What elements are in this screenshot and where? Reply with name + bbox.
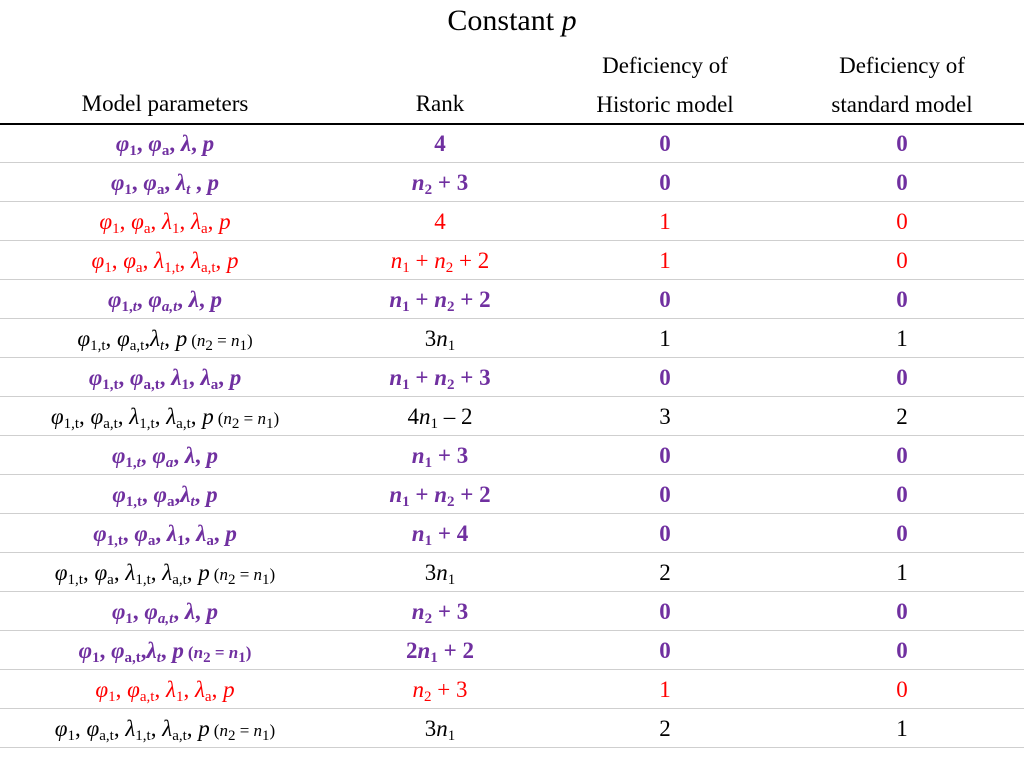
cell-historic-deficiency: 1 — [659, 326, 671, 351]
cell-rank: 4 — [434, 131, 446, 156]
cell-standard-deficiency: 1 — [896, 560, 908, 585]
cell-standard-deficiency: 0 — [896, 638, 908, 663]
header-historic-line2: Historic model — [596, 92, 734, 117]
cell-rank: $n_2 + 3$ — [411, 599, 469, 627]
cell-model-parameters: $\varphi_{1,t}$, $\varphi_{a,t}$, λ, p — [108, 287, 222, 315]
header-rank: Rank — [415, 91, 465, 116]
cell-rank: $2n_1 + 2$ — [406, 638, 474, 666]
cell-standard-deficiency: 2 — [896, 404, 908, 429]
cell-model-parameters: $\varphi_{1,t}$, $\varphi_{a,t}$, $\lambda_1$, $\lambda_a$, p — [88, 365, 242, 393]
cell-historic-deficiency: 2 — [659, 716, 671, 741]
cell-rank: $n_2 + 3$ — [411, 170, 469, 198]
table-row — [0, 514, 1024, 553]
cell-model-parameters: $\varphi_1$, $\varphi_{a,t},\lambda_t$, p $(n_2 = n_1)$ — [78, 638, 252, 666]
cell-model-parameters: $\varphi_{1,t}$, $\varphi_{a,t}$, $\lambda_{1,t}$, $\lambda_{a,t}$, p $(n_2 = n_1)$ — [50, 404, 280, 432]
cell-historic-deficiency: 0 — [659, 287, 671, 312]
cell-standard-deficiency: 0 — [896, 482, 908, 507]
cell-historic-deficiency: 0 — [659, 482, 671, 507]
cell-historic-deficiency: 0 — [659, 521, 671, 546]
cell-standard-deficiency: 0 — [896, 248, 908, 273]
cell-model-parameters: $\varphi_{1,t}$, $\varphi_a$, λ, p — [111, 443, 219, 471]
cell-model-parameters: $\varphi_1$, $\varphi_{a,t}$, λ, p — [111, 599, 219, 627]
table-row — [0, 124, 1024, 163]
cell-standard-deficiency: 0 — [896, 599, 908, 624]
title-variable: p — [561, 4, 577, 37]
cell-rank: $n_1 + n_2 + 2$ — [390, 248, 490, 276]
cell-rank: $3n_1$ — [424, 326, 456, 354]
cell-model-parameters: $\varphi_1$, $\varphi_a$, λ, p — [115, 131, 215, 159]
cell-rank: $n_2 + 3$ — [412, 677, 468, 705]
cell-standard-deficiency: 0 — [896, 131, 908, 156]
cell-historic-deficiency: 0 — [659, 131, 671, 156]
cell-historic-deficiency: 1 — [659, 209, 671, 234]
table-row — [0, 436, 1024, 475]
cell-historic-deficiency: 0 — [659, 599, 671, 624]
cell-historic-deficiency: 0 — [659, 170, 671, 195]
cell-historic-deficiency: 0 — [659, 443, 671, 468]
table-row — [0, 475, 1024, 514]
table-body — [0, 124, 1024, 748]
page-title — [0, 4, 1024, 38]
cell-standard-deficiency: 0 — [896, 365, 908, 390]
cell-standard-deficiency: 0 — [896, 287, 908, 312]
cell-historic-deficiency: 1 — [659, 248, 671, 273]
table-row — [0, 397, 1024, 436]
cell-model-parameters: $\varphi_1$, $\varphi_a$, $\lambda_t$ , p — [110, 170, 220, 198]
table-row — [0, 202, 1024, 241]
cell-standard-deficiency: 1 — [896, 326, 908, 351]
cell-model-parameters: $\varphi_1$, $\varphi_a$, $\lambda_1$, $\lambda_a$, p — [99, 209, 231, 237]
cell-rank: $4n_1 - 2$ — [407, 404, 473, 432]
cell-standard-deficiency: 0 — [896, 443, 908, 468]
table-row — [0, 592, 1024, 631]
cell-rank: $n_1 + n_2 + 2$ — [389, 287, 491, 315]
header-historic — [550, 46, 780, 124]
table-row — [0, 670, 1024, 709]
table-row — [0, 358, 1024, 397]
cell-model-parameters: $\varphi_{1,t}$, $\varphi_a$, $\lambda_1$, $\lambda_a$, p — [93, 521, 237, 549]
cell-historic-deficiency: 0 — [659, 365, 671, 390]
header-standard-line2: standard model — [831, 92, 973, 117]
cell-rank: $n_1 + n_2 + 3$ — [389, 365, 491, 393]
header-standard-line1: Deficiency of — [839, 53, 965, 78]
cell-model-parameters: $\varphi_{1,t}$, $\varphi_a$, $\lambda_{1,t}$, $\lambda_{a,t}$, p $(n_2 = n_1)$ — [54, 560, 276, 588]
cell-rank: $n_1 + n_2 + 2$ — [389, 482, 491, 510]
cell-historic-deficiency: 3 — [659, 404, 671, 429]
cell-model-parameters: $\varphi_1$, $\varphi_a$, $\lambda_{1,t}$, $\lambda_{a,t}$, p — [91, 248, 239, 276]
cell-historic-deficiency: 2 — [659, 560, 671, 585]
table-row — [0, 280, 1024, 319]
cell-standard-deficiency: 0 — [896, 170, 908, 195]
cell-rank: $3n_1$ — [424, 560, 456, 588]
table-row — [0, 319, 1024, 358]
table-row — [0, 241, 1024, 280]
cell-rank: 4 — [434, 209, 446, 234]
table-row — [0, 553, 1024, 592]
header-standard — [780, 46, 1024, 124]
cell-rank: $n_1 + 3$ — [411, 443, 469, 471]
cell-historic-deficiency: 1 — [659, 677, 671, 702]
cell-rank: $n_1 + 4$ — [411, 521, 469, 549]
cell-standard-deficiency: 0 — [896, 521, 908, 546]
cell-standard-deficiency: 1 — [896, 716, 908, 741]
table-row — [0, 709, 1024, 748]
cell-model-parameters: $\varphi_1$, $\varphi_{a,t}$, $\lambda_{1,t}$, $\lambda_{a,t}$, p $(n_2 = n_1)$ — [54, 716, 276, 744]
cell-standard-deficiency: 0 — [896, 209, 908, 234]
cell-model-parameters: $\varphi_{1,t}$, $\varphi_{a,t},\lambda_t$, p $(n_2 = n_1)$ — [77, 326, 253, 354]
cell-standard-deficiency: 0 — [896, 677, 908, 702]
header-historic-line1: Deficiency of — [602, 53, 728, 78]
table-row — [0, 163, 1024, 202]
title-text: Constant — [447, 4, 562, 37]
cell-historic-deficiency: 0 — [659, 638, 671, 663]
table-row — [0, 631, 1024, 670]
header-model-parameters: Model parameters — [81, 91, 249, 116]
cell-model-parameters: $\varphi_1$, $\varphi_{a,t}$, $\lambda_1$, $\lambda_a$, p — [95, 677, 235, 705]
cell-rank: $3n_1$ — [424, 716, 456, 744]
cell-model-parameters: $\varphi_{1,t}$, $\varphi_a,\lambda_t$, p — [112, 482, 218, 510]
